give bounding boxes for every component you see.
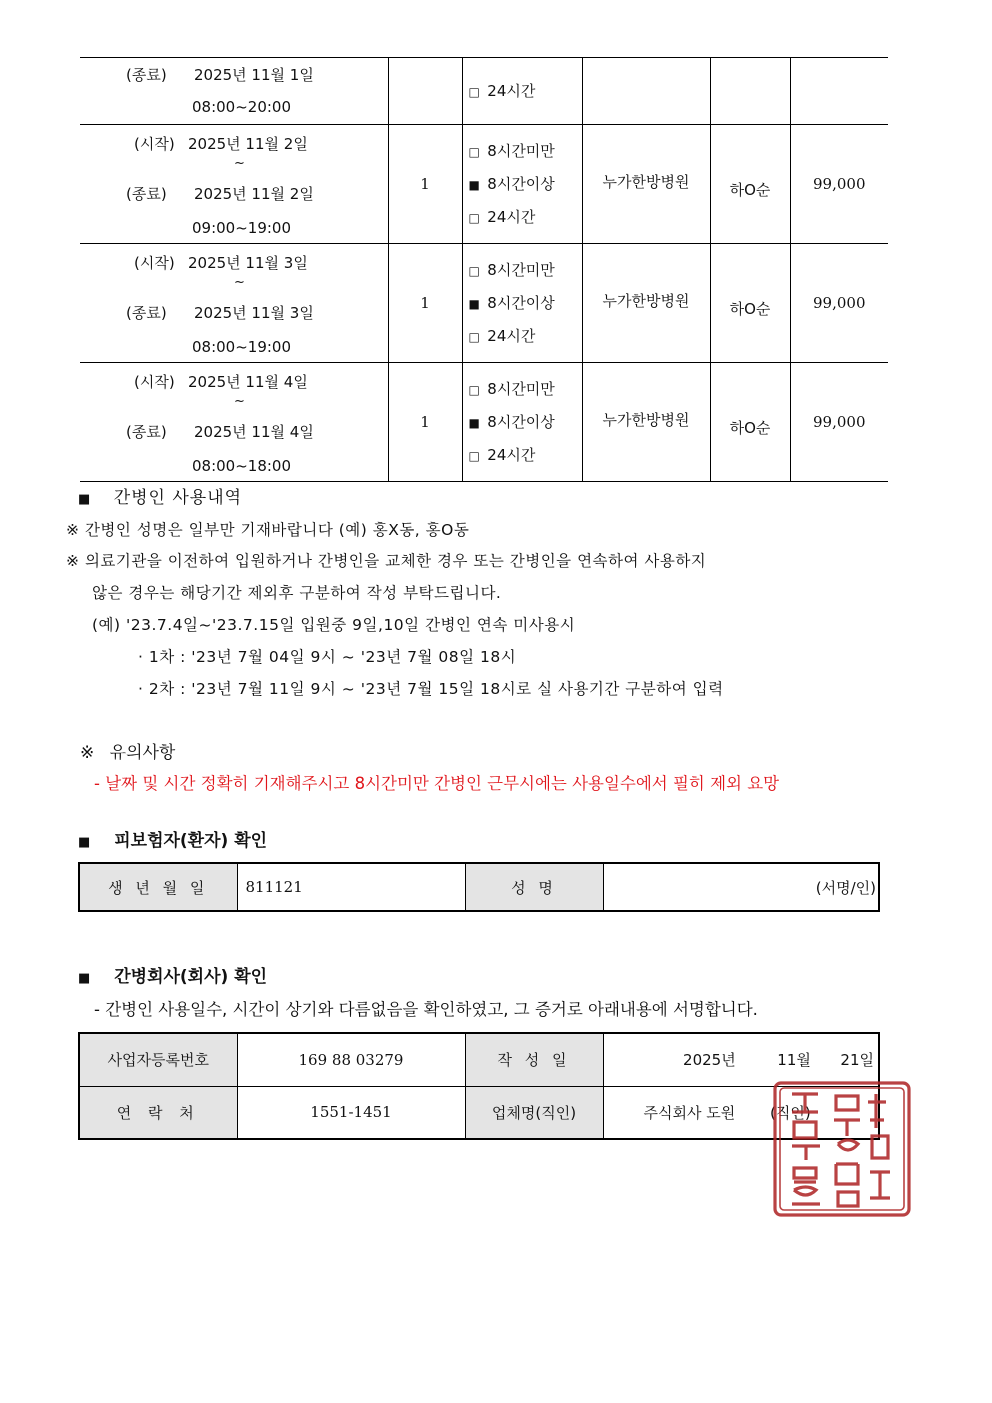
shift-option-label: 24시간 (487, 81, 536, 100)
start-date: 2025년 11월 4일 (188, 373, 308, 391)
shift-option[interactable] (463, 439, 582, 472)
seal-hint: (직인) (770, 1103, 811, 1122)
start-label: (시작) (134, 254, 175, 272)
start-label: (시작) (134, 135, 175, 153)
table-row (80, 125, 888, 244)
company-name-label: 업체명(직인) (465, 1086, 603, 1139)
name-label: 성 명 (465, 863, 603, 911)
shift-option-label: 8시간미만 (487, 260, 555, 279)
table-row (80, 244, 888, 363)
caregiver-cell: 하O순 (710, 244, 790, 363)
caution-title: 유의사항 (109, 743, 176, 763)
days-cell: 1 (388, 363, 462, 482)
time-range: 08:00~19:00 (192, 338, 292, 356)
section-bullet-icon: ■ (78, 971, 91, 986)
checkbox-icon: □ (468, 448, 480, 463)
company-statement: - 간병인 사용일수, 시간이 상기와 다름없음을 확인하였고, 그 증거로 아래내용에 서명합니다. (94, 1000, 758, 1019)
caregiver-cell (710, 58, 790, 125)
period-cell (80, 58, 388, 125)
caregiver-cell: 하O순 (710, 125, 790, 244)
shift-option[interactable] (463, 254, 582, 287)
end-date: 2025년 11월 4일 (194, 423, 314, 441)
shift-option-label: 24시간 (487, 445, 536, 464)
shift-option[interactable] (463, 135, 582, 168)
company-seal-stamp (772, 1080, 912, 1218)
start-date: 2025년 11월 2일 (188, 135, 308, 153)
hospital-cell (582, 58, 710, 125)
checkbox-icon: □ (468, 263, 480, 278)
end-label: (종료) (126, 185, 167, 203)
days-cell (388, 58, 462, 125)
end-label: (종료) (126, 304, 167, 322)
birth-date-label: 생 년 월 일 (79, 863, 237, 911)
checkbox-icon: □ (468, 144, 480, 159)
shift-option-label: 8시간이상 (487, 412, 555, 431)
insured-signature-field[interactable] (603, 863, 879, 911)
table-row (80, 58, 888, 125)
amount-cell: 99,000 (790, 244, 888, 363)
shift-option[interactable] (463, 406, 582, 439)
shift-option-label: 8시간미만 (487, 141, 555, 160)
written-date-year: 2025년 (683, 1051, 736, 1070)
range-tilde: ~ (234, 156, 245, 171)
written-date-value (603, 1033, 879, 1086)
contact-label: 연 락 처 (79, 1086, 237, 1139)
company-title: 간병회사(회사) 확인 (114, 967, 268, 987)
business-number-value: 169 88 03279 (237, 1033, 465, 1086)
shift-option-label: 24시간 (487, 207, 536, 226)
shift-option[interactable] (463, 168, 582, 201)
amount-cell (790, 58, 888, 125)
note-2 (66, 549, 706, 571)
shift-option-label: 8시간이상 (487, 293, 555, 312)
time-range: 08:00~18:00 (192, 457, 292, 475)
period-cell (80, 244, 388, 363)
range-tilde: ~ (234, 275, 245, 290)
example-line: (예) '23.7.4일~'23.7.15일 입원중 9일,10일 간병인 연속 미사용시 (92, 616, 576, 634)
table-row (80, 363, 888, 482)
shift-option[interactable] (463, 373, 582, 406)
shift-option[interactable] (463, 320, 582, 353)
time-range: 08:00~20:00 (192, 98, 292, 116)
signature-hint: (서명/인) (815, 878, 876, 897)
shift-options-cell (462, 363, 582, 482)
example-second-period: · 2차 : '23년 7월 11일 9시 ~ '23년 7월 15일 18시로 실 사용기간 구분하여 입력 (138, 680, 724, 698)
range-tilde: ~ (234, 394, 245, 409)
checkbox-icon: ■ (468, 177, 480, 192)
note-1 (66, 518, 469, 540)
checkbox-icon: ■ (468, 296, 480, 311)
shift-option-label: 24시간 (487, 326, 536, 345)
end-date: 2025년 11월 2일 (194, 185, 314, 203)
reference-mark-icon: ※ (66, 552, 80, 570)
caregiver-cell: 하O순 (710, 363, 790, 482)
end-date: 2025년 11월 1일 (194, 66, 314, 84)
reference-mark-icon: ※ (80, 743, 95, 763)
company-table (78, 1032, 880, 1140)
insured-heading (78, 826, 267, 851)
checkbox-icon: □ (468, 329, 480, 344)
start-date: 2025년 11월 3일 (188, 254, 308, 272)
section-bullet-icon: ■ (78, 492, 91, 507)
shift-option[interactable] (463, 287, 582, 320)
amount-cell: 99,000 (790, 125, 888, 244)
shift-option[interactable] (463, 201, 582, 234)
days-cell: 1 (388, 244, 462, 363)
shift-options-cell (462, 125, 582, 244)
shift-option-label: 8시간미만 (487, 379, 555, 398)
note-2-continued: 않은 경우는 해당기간 제외후 구분하여 작성 부탁드립니다. (92, 584, 502, 602)
end-date: 2025년 11월 3일 (194, 304, 314, 322)
shift-option[interactable] (463, 75, 582, 108)
written-date-month: 11월 (777, 1051, 811, 1070)
usage-table (80, 57, 888, 482)
caution-heading (80, 738, 175, 763)
end-label: (종료) (126, 66, 167, 84)
written-date-day: 21일 (840, 1051, 874, 1070)
usage-section-heading (78, 483, 242, 508)
note-1-text: 간병인 성명은 일부만 기재바랍니다 (예) 홍X동, 홍O동 (84, 521, 470, 539)
birth-date-value: 811121 (237, 863, 465, 911)
period-cell (80, 363, 388, 482)
checkbox-icon: □ (468, 382, 480, 397)
note-2-text: 의료기관을 이전하여 입원하거나 간병인을 교체한 경우 또는 간병인을 연속하여 사용하지 (84, 552, 707, 570)
checkbox-icon: □ (468, 210, 480, 225)
insured-table (78, 862, 880, 912)
period-cell (80, 125, 388, 244)
shift-option-label: 8시간이상 (487, 174, 555, 193)
end-label: (종료) (126, 423, 167, 441)
checkbox-icon: ■ (468, 415, 480, 430)
time-range: 09:00~19:00 (192, 219, 292, 237)
shift-options-cell (462, 58, 582, 125)
checkbox-icon: □ (468, 84, 480, 99)
hospital-cell: 누가한방병원 (582, 244, 710, 363)
start-label: (시작) (134, 373, 175, 391)
days-cell: 1 (388, 125, 462, 244)
written-date-label: 작 성 일 (465, 1033, 603, 1086)
caution-text: - 날짜 및 시간 정확히 기재해주시고 8시간미만 간병인 근무시에는 사용일수에서 필히 제외 요망 (94, 774, 780, 793)
section-bullet-icon: ■ (78, 835, 91, 850)
shift-options-cell (462, 244, 582, 363)
usage-section-title: 간병인 사용내역 (113, 488, 243, 508)
insured-title: 피보험자(환자) 확인 (114, 831, 268, 851)
hospital-cell: 누가한방병원 (582, 363, 710, 482)
hospital-cell: 누가한방병원 (582, 125, 710, 244)
amount-cell: 99,000 (790, 363, 888, 482)
contact-value: 1551-1451 (237, 1086, 465, 1139)
example-first-period: · 1차 : '23년 7월 04일 9시 ~ '23년 7월 08일 18시 (138, 648, 517, 666)
reference-mark-icon: ※ (66, 521, 80, 539)
company-heading (78, 962, 267, 987)
company-name-value: 주식회사 도원 (643, 1103, 736, 1122)
business-number-label: 사업자등록번호 (79, 1033, 237, 1086)
